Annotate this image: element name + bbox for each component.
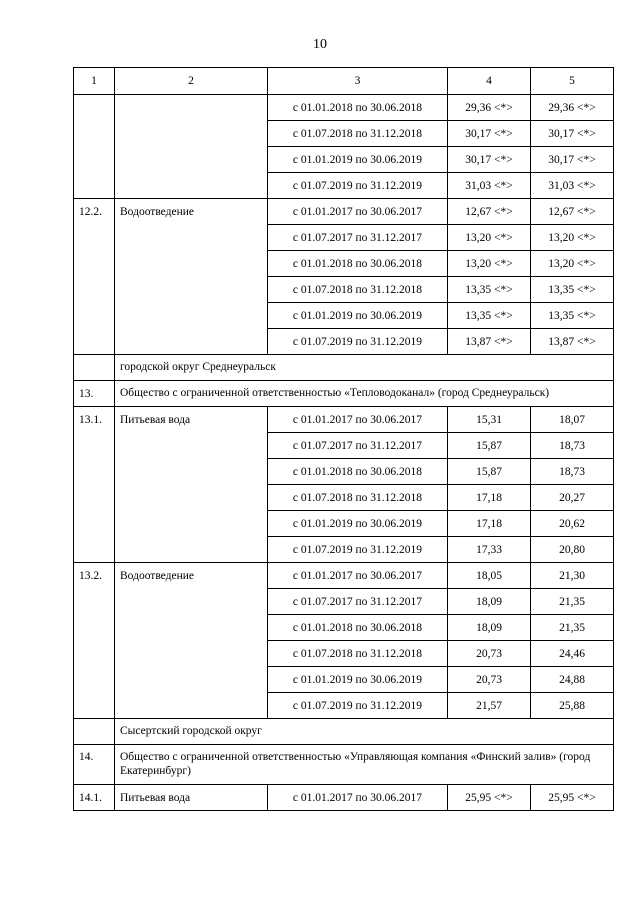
row-number-cell: [74, 719, 115, 745]
period-cell: с 01.07.2019 по 31.12.2019: [268, 537, 448, 563]
tariff-value-vat-cell: 24,88: [531, 667, 614, 693]
period-cell: с 01.01.2018 по 30.06.2018: [268, 459, 448, 485]
tariff-value-cell: 15,87: [448, 433, 531, 459]
tariff-value-vat-cell: 13,20 <*>: [531, 225, 614, 251]
period-cell: с 01.07.2018 по 31.12.2018: [268, 121, 448, 147]
tariff-value-cell: 12,67 <*>: [448, 199, 531, 225]
row-number-cell: 12.2.: [74, 199, 115, 355]
tariff-table: [73, 67, 614, 811]
tariff-value-cell: 13,35 <*>: [448, 277, 531, 303]
period-cell: с 01.01.2017 по 30.06.2017: [268, 199, 448, 225]
tariff-value-vat-cell: 13,35 <*>: [531, 303, 614, 329]
period-cell: с 01.07.2018 по 31.12.2018: [268, 277, 448, 303]
period-cell: с 01.01.2019 по 30.06.2019: [268, 511, 448, 537]
period-cell: с 01.01.2019 по 30.06.2019: [268, 667, 448, 693]
period-cell: с 01.07.2017 по 31.12.2017: [268, 433, 448, 459]
table-header-row: [74, 68, 614, 95]
tariff-value-vat-cell: 30,17 <*>: [531, 147, 614, 173]
tariff-value-vat-cell: 13,87 <*>: [531, 329, 614, 355]
section-text-cell: городской округ Среднеуральск: [115, 355, 614, 381]
table-row: [74, 407, 614, 433]
period-cell: с 01.07.2017 по 31.12.2017: [268, 589, 448, 615]
row-number-cell: 13.: [74, 381, 115, 407]
page-number: 10: [313, 37, 327, 52]
section-text-cell: Сысертский городской округ: [115, 719, 614, 745]
tariff-value-cell: 30,17 <*>: [448, 121, 531, 147]
table-section-row: [74, 719, 614, 745]
tariff-value-vat-cell: 24,46: [531, 641, 614, 667]
tariff-value-cell: 30,17 <*>: [448, 147, 531, 173]
tariff-value-cell: 18,05: [448, 563, 531, 589]
tariff-value-cell: 17,33: [448, 537, 531, 563]
tariff-value-vat-cell: 31,03 <*>: [531, 173, 614, 199]
table-row: [74, 95, 614, 121]
header-cell: 4: [448, 68, 531, 95]
period-cell: с 01.01.2018 по 30.06.2018: [268, 615, 448, 641]
tariff-value-vat-cell: 21,35: [531, 589, 614, 615]
service-name-cell: Водоотведение: [115, 563, 268, 719]
tariff-table-body: [74, 68, 614, 811]
row-number-cell: 14.1.: [74, 785, 115, 811]
tariff-value-vat-cell: 20,27: [531, 485, 614, 511]
section-text-cell: Общество с ограниченной ответственностью «Тепловодоканал» (город Среднеуральск): [115, 381, 614, 407]
row-number-cell: [74, 355, 115, 381]
tariff-value-cell: 15,87: [448, 459, 531, 485]
table-section-row: [74, 355, 614, 381]
period-cell: с 01.07.2018 по 31.12.2018: [268, 485, 448, 511]
period-cell: с 01.01.2018 по 30.06.2018: [268, 251, 448, 277]
table-section-row: [74, 745, 614, 785]
tariff-value-cell: 29,36 <*>: [448, 95, 531, 121]
period-cell: с 01.07.2018 по 31.12.2018: [268, 641, 448, 667]
header-cell: 2: [115, 68, 268, 95]
tariff-value-cell: 13,35 <*>: [448, 303, 531, 329]
period-cell: с 01.07.2017 по 31.12.2017: [268, 225, 448, 251]
tariff-value-cell: 13,87 <*>: [448, 329, 531, 355]
tariff-value-cell: 18,09: [448, 589, 531, 615]
service-name-cell: Питьевая вода: [115, 785, 268, 811]
tariff-value-vat-cell: 12,67 <*>: [531, 199, 614, 225]
period-cell: с 01.07.2019 по 31.12.2019: [268, 693, 448, 719]
tariff-value-vat-cell: 18,07: [531, 407, 614, 433]
tariff-value-vat-cell: 20,62: [531, 511, 614, 537]
header-cell: 3: [268, 68, 448, 95]
tariff-value-vat-cell: 21,30: [531, 563, 614, 589]
row-number-cell: 13.1.: [74, 407, 115, 563]
row-number-cell: [74, 95, 115, 199]
row-number-cell: 13.2.: [74, 563, 115, 719]
table-row: [74, 563, 614, 589]
tariff-value-cell: 17,18: [448, 511, 531, 537]
tariff-value-cell: 20,73: [448, 641, 531, 667]
period-cell: с 01.01.2017 по 30.06.2017: [268, 407, 448, 433]
period-cell: с 01.01.2019 по 30.06.2019: [268, 303, 448, 329]
period-cell: с 01.07.2019 по 31.12.2019: [268, 173, 448, 199]
tariff-value-cell: 15,31: [448, 407, 531, 433]
tariff-value-cell: 31,03 <*>: [448, 173, 531, 199]
tariff-value-vat-cell: 20,80: [531, 537, 614, 563]
tariff-value-vat-cell: 18,73: [531, 433, 614, 459]
tariff-value-cell: 13,20 <*>: [448, 251, 531, 277]
tariff-value-vat-cell: 13,35 <*>: [531, 277, 614, 303]
tariff-value-cell: 17,18: [448, 485, 531, 511]
section-text-cell: Общество с ограниченной ответственностью «Управляющая компания «Финский залив» (город Екатеринбург): [115, 745, 614, 785]
tariff-value-vat-cell: 30,17 <*>: [531, 121, 614, 147]
row-number-cell: 14.: [74, 745, 115, 785]
tariff-value-cell: 21,57: [448, 693, 531, 719]
service-name-cell: Водоотведение: [115, 199, 268, 355]
period-cell: с 01.01.2017 по 30.06.2017: [268, 785, 448, 811]
table-row: [74, 199, 614, 225]
header-cell: 1: [74, 68, 115, 95]
tariff-value-vat-cell: 13,20 <*>: [531, 251, 614, 277]
tariff-value-cell: 20,73: [448, 667, 531, 693]
tariff-value-cell: 18,09: [448, 615, 531, 641]
period-cell: с 01.01.2017 по 30.06.2017: [268, 563, 448, 589]
service-name-cell: [115, 95, 268, 199]
tariff-value-cell: 25,95 <*>: [448, 785, 531, 811]
period-cell: с 01.07.2019 по 31.12.2019: [268, 329, 448, 355]
tariff-value-vat-cell: 29,36 <*>: [531, 95, 614, 121]
table-row: [74, 785, 614, 811]
tariff-value-cell: 13,20 <*>: [448, 225, 531, 251]
tariff-value-vat-cell: 25,95 <*>: [531, 785, 614, 811]
header-cell: 5: [531, 68, 614, 95]
tariff-value-vat-cell: 18,73: [531, 459, 614, 485]
period-cell: с 01.01.2019 по 30.06.2019: [268, 147, 448, 173]
table-section-row: [74, 381, 614, 407]
tariff-value-vat-cell: 25,88: [531, 693, 614, 719]
period-cell: с 01.01.2018 по 30.06.2018: [268, 95, 448, 121]
tariff-value-vat-cell: 21,35: [531, 615, 614, 641]
service-name-cell: Питьевая вода: [115, 407, 268, 563]
